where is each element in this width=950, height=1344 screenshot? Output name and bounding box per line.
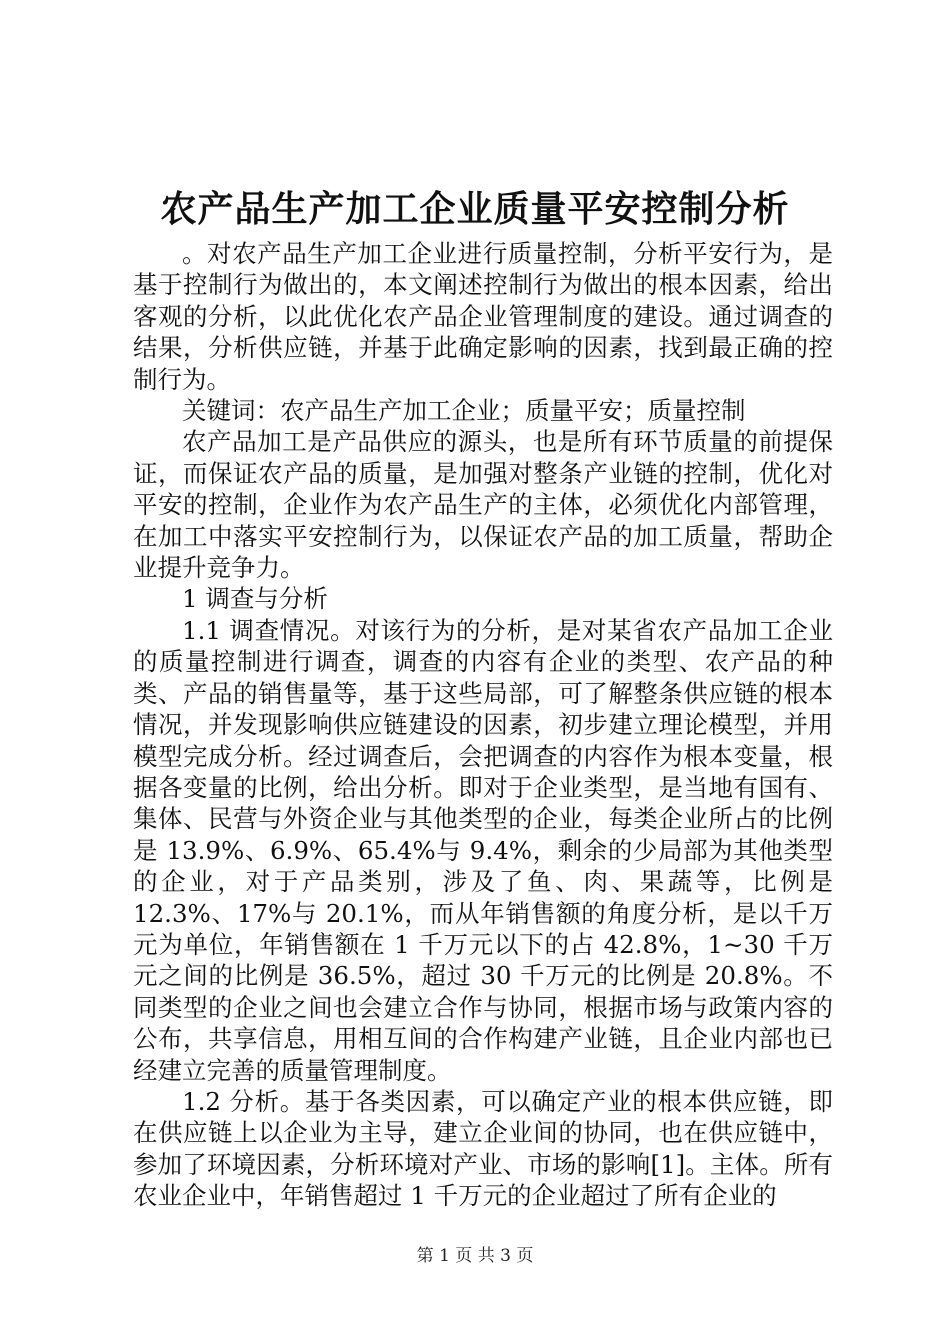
section-heading: 1 调查与分析	[182, 584, 328, 614]
document-title: 农产品生产加工企业质量平安控制分析	[160, 188, 790, 230]
intro-paragraph: 农产品加工是产品供应的源头，也是所有环节质量的前提保证，而保证农产品的质量，是加强对整条产业链的控制，优化对平安的控制，企业作为农产品生产的主体，必须优化内部管理，在加工中落实平安控制行为，以保证农产品的加工质量，帮助企业提升竞争力。	[133, 427, 833, 583]
abstract-paragraph: 。对农产品生产加工企业进行质量控制，分析平安行为，是基于控制行为做出的，本文阐述控制行为做出的根本因素，给出客观的分析，以此优化农产品企业管理制度的建设。通过调查的结果，分析供应链，并基于此确定影响的因素，找到最正确的控制行为。	[133, 239, 833, 394]
keywords-paragraph: 关键词：农产品生产加工企业；质量平安；质量控制	[182, 396, 746, 426]
analysis-paragraph: 1.2 分析。基于各类因素，可以确定产业的根本供应链，即在供应链上以企业为主导，建立企业间的协同，也在供应链中，参加了环境因素，分析环境对产业、市场的影响[1]。主体。所有农业企业中，年销售超过 1 千万元的企业超过了所有企业的	[133, 1086, 833, 1211]
document-body	[133, 238, 833, 1212]
survey-paragraph: 1.1 调查情况。对该行为的分析，是对某省农产品加工企业的质量控制进行调查，调查的内容有企业的类型、农产品的种类、产品的销售量等，基于这些局部，可了解整条供应链的根本情况，并发现影响供应链建设的因素，初步建立理论模型，并用模型完成分析。经过调查后，会把调查的内容作为根本变量，根据各变量的比例，给出分析。即对于企业类型，是当地有国有、集体、民营与外资企业与其他类型的企业，每类企业所占的比例是 13.9%、6.9%、65.4%与 9.4%，剩余的少局部为其他类型的企业，对于产品类别，涉及了鱼、肉、果蔬等，比例是 12.3%、17%与 20.1%，而从年销售额的角度分析，是以千万元为单位，年销售额在 1 千万元以下的占 42.8%，1~30 千万元之间的比例是 36.5%，超过 30 千万元的比例是 20.8%。不同类型的企业之间也会建立合作与协同，根据市场与政策内容的公布，共享信息，用相互间的合作构建产业链，且企业内部也已经建立完善的质量管理制度。	[133, 615, 833, 1085]
page-footer: 第 1 页 共 3 页	[416, 1246, 534, 1266]
